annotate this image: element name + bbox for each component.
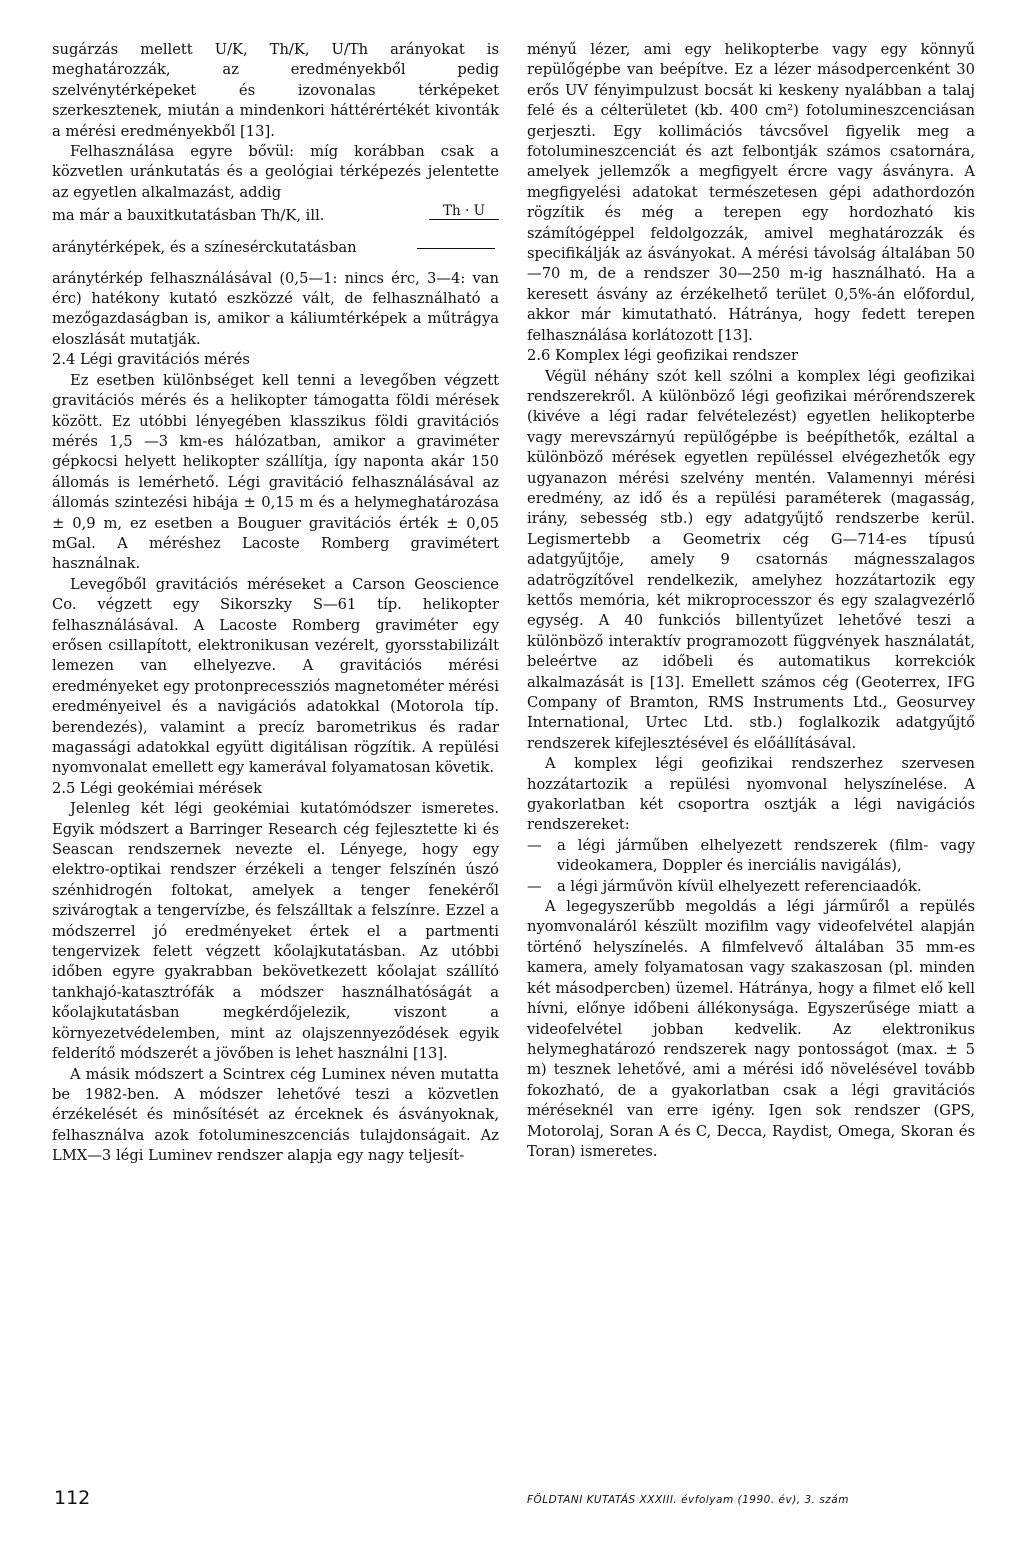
formula-numerator: Th · U [443, 203, 485, 220]
fraction-bar [429, 219, 499, 220]
paragraph: aránytérkép felhasználásával (0,5—1: nincs érc, 3—4: van érc) hatékony kutató eszközzé vált, de felhasználható a mezőgazdaságban is, amikor a káliumtérképek a műtrágya eloszlását mutatják. [52, 269, 499, 348]
text-line: aránytérképek, és a színesérckutatásban [52, 239, 357, 257]
formula-line [52, 203, 499, 226]
journal-footer: FÖLDTANI KUTATÁS XXXIII. évfolyam (1990. év), 3. szám [527, 1494, 849, 1506]
paragraph: A legegyszerűbb megoldás a légi járműről a repülés nyomvonaláról készült mozifilm vagy videofelvétel alapján történő helyszínelés. A filmfelvevő általában 35 mm-es kamera, amely folyamatosan vagy szakaszosan (pl. minden két másodpercben) üzemel. Hátránya, hogy a filmet elő kell hívni, előnye időbeni állékonysága. Egyszerűsége miatt a videofelvétel jobban kedvelik. Az elektronikus helymeghatározó rendszerek nagy pontosságot (max. ± 5 m) tesznek lehetővé, ami a mérési idő növelésével tovább fokozható, de a gyakorlatban csak a légi gravitációs méréseknél van erre igény. Igen sok rendszer (GPS, Motorolaj, Soran A és C, Decca, Raydist, Omega, Skoran és Toran) ismeretes. [527, 898, 975, 1160]
fraction-bar [417, 248, 495, 249]
right-column [527, 40, 975, 1162]
list-item [527, 877, 975, 897]
list-item-text: a légi járműben elhelyezett rendszerek (film- vagy videokamera, Doppler és inerciális navigálás), [557, 836, 975, 875]
paragraph: A komplex légi geofizikai rendszerhez szervesen hozzátartozik a repülési nyomvonal helyszínelése. A gyakorlatban két csoportra osztják a légi navigációs rendszereket: [527, 755, 975, 834]
ratio-formula [429, 203, 499, 226]
paragraph: ményű lézer, ami egy helikopterbe vagy egy könnyű repülőgépbe van beépítve. Ez a lézer másodpercenként 30 erős UV fényimpulzust bocsát ki keskeny nyalábban a talaj felé és a célterületet (kb. 400 cm²) fotolumineszcenciásan gerjeszti. Egy kollimációs távcsővel figyelik meg a fotolumineszcenciát és azt felbontják számos csatornára, amelyek jellemzők a megfigyelt ércre vagy ásványra. A megfigyelési adatokat természetesen gépi adathordozón rögzítik és még a terepen egy hordozható kis számítógéppel feldolgozzák, amivel meghatározzák és specifikálják az ásványokat. A mérési távolság általában 50—70 m, de a rendszer 30—250 m-ig használható. Ha a keresett ásvány az érzékelhető terület 0,5%-án előfordul, akkor már kimutatható. Hátránya, hogy fedett terepen felhasználása korlátozott [13]. [527, 41, 975, 344]
formula-line [52, 238, 499, 258]
list-dash: — [527, 877, 542, 895]
paragraph: Felhasználása egyre bővül: míg korábban csak a közvetlen uránkutatás és a geológiai térképezés jelentette az egyetlen alkalmazást, addig [52, 143, 499, 201]
paragraph: Ez esetben különbséget kell tenni a levegőben végzett gravitációs mérés és a helikopter támogatta földi mérések között. Ez utóbbi lényegében klasszikus földi gravitációs mérés 1,5 —3 km-es hálózatban, amikor a graviméter gépkocsi helyett helikopter szállítja, így naponta akár 150 állomás is lemérhető. Légi gravitáció felhasználásával az állomás szintezési hibája ± 0,15 m és a helymeghatározása ± 0,9 m, ez esetben a Bouguer gravitációs érték ± 0,05 mGal. A méréshez Lacoste Romberg gravimétert használnak. [52, 371, 499, 573]
paragraph: A másik módszert a Scintrex cég Luminex néven mutatta be 1982-ben. A módszer lehetővé teszi a közvetlen érzékelését és minősítését az érceknek és ásványoknak, felhasználva azok fotolumineszcenciás tulajdonságait. Az LMX—3 légi Luminev rendszer alapja egy nagy teljesít- [52, 1065, 499, 1165]
paragraph: Jelenleg két légi geokémiai kutatómódszer ismeretes. Egyik módszert a Barringer Research cég fejlesztette ki és Seascan rendszernek nevezte el. Lényege, hogy egy elektro-optikai rendszer érzékeli a tenger felszínén úszó szénhidrogén foltokat, amelyek a tenger fenekéről szivárogtak a tengervízbe, és felszálltak a felszínre. Ezzel a módszerrel jó eredményeket értek el a partmenti tengervizek felett végzett kőolajkutatásban. Az utóbbi időben egyre gyakrabban bekövetkezett kőolajat szállító tankhajó-katasztrófák a módszer használhatóságát a kőolajkutatásban megkérdőjelezik, viszont a környezetvédelemben, mint az olajszennyeződések egyik felderítő módszerét a jövőben is lehet használni [13]. [52, 800, 499, 1063]
section-heading: 2.6 Komplex légi geofizikai rendszer [527, 347, 799, 365]
list-item [527, 836, 975, 877]
paragraph: Végül néhány szót kell szólni a komplex légi geofizikai rendszerekről. A különböző légi geofizikai mérőrendszerek (kivéve a légi radar felvételezést) egyetlen helikopterbe vagy merevszárnyú repülőgépbe is beépíthetők, ezáltal a különböző mérések egyetlen repüléssel elvégezhetők egy ugyanazon mérési szelvény mentén. Valamennyi mérési eredmény, az idő és a repülési paraméterek (magasság, irány, sebesség stb.) egy adatgyűjtő rendszerbe kerül. Legismertebb a Geometrix cég G—714-es típusú adatgyűjtője, amely 9 csatornás mágnesszalagos adatrögzítővel rendelkezik, amelyhez hozzátartozik egy kettős memória, két mikroprocesszor és egy szalagvezérlő egység. A 40 funkciós billentyűzet lehetővé teszi a különböző interaktív programozott függvények használatát, beleértve az időbeli és automatikus korrekciók alkalmazását is [13]. Emellett számos cég (Geoterrex, IFG Company of Bramton, RMS Instruments Ltd., Geosurvey International, Urtec Ltd. stb.) foglalkozik adatgyűjtő rendszerek kifejlesztésével és előállításával. [527, 367, 975, 752]
page-number: 112 [54, 1487, 91, 1509]
section-heading: 2.5 Légi geokémiai mérések [52, 779, 262, 797]
paragraph: sugárzás mellett U/K, Th/K, U/Th arányokat is meghatározzák, az eredményekből pedig szelvénytérképeket és izovonalas térképeket szerkesztenek, miután a mindenkori háttérértékét kivonták a mérési eredményekből [13]. [52, 41, 499, 140]
paragraph: Levegőből gravitációs méréseket a Carson Geoscience Co. végzett egy Sikorszky S—61 típ. helikopter felhasználásával. A Lacoste Romberg graviméter egy erősen csillapított, elektronikusan vezérelt, gyorsstabilizált lemezen van elhelyezve. A gravitációs mérési eredményeket egy protonprecessziós magnetométer mérési eredményeivel és a navigációs adatokkal (Motorola típ. berendezés), valamint a precíz barometrikus és radar magassági adatokkal együtt digitálisan rögzítik. A repülési nyomvonalat emellett egy kamerával folyamatosan követik. [52, 575, 499, 777]
list-dash: — [527, 836, 542, 854]
text-line: ma már a bauxitkutatásban Th/K, ill. [52, 206, 325, 224]
section-heading: 2.4 Légi gravitációs mérés [52, 351, 250, 369]
left-column [52, 40, 499, 1167]
list-item-text: a légi járművön kívül elhelyezett referenciaadók. [557, 877, 922, 895]
